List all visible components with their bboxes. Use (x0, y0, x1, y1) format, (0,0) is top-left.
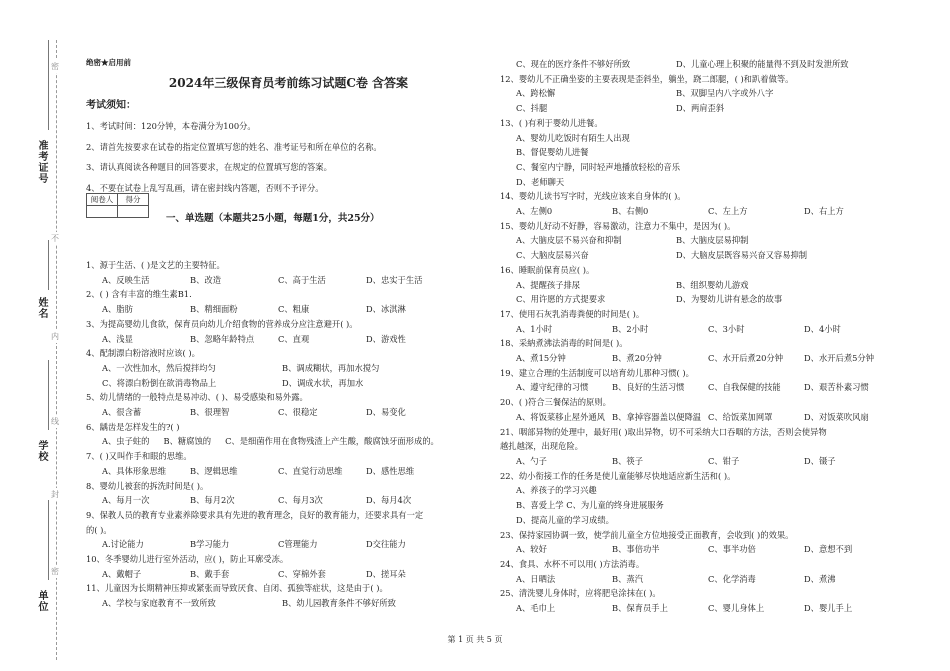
question-text: 25、清洗婴儿身体时，应将肥皂涂抹在( )。 (500, 588, 661, 599)
option-row (500, 483, 920, 498)
option: D、忠实于生活 (366, 274, 423, 285)
question-text: 18、采納煮沸法消毒的时间是( )。 (500, 338, 628, 349)
option: A、大脑皮层不易兴奋和抑制 (516, 235, 622, 246)
option-row (500, 292, 920, 307)
option: A、反映生活 (102, 274, 150, 285)
option: B、喜爱上学 C、为儿童的终身进展服务 (516, 500, 664, 511)
unit-label: 单位 (36, 590, 47, 612)
option: D、易变化 (366, 407, 406, 418)
notice-item: 4、不要在试卷上乱写乱画，请在密封线内答题，否则不予评分。 (86, 182, 324, 193)
option: C、3小时 (708, 323, 745, 334)
option: A、较好 (516, 544, 547, 555)
option-row (500, 351, 920, 366)
option: B、幼儿园教育条件不够好所致 (282, 598, 396, 609)
option-row (500, 410, 920, 425)
option: C、是细菌作用在食物残渣上产生酸，酸腐蚀牙面形成的。 (225, 436, 439, 447)
question-text: 7、( )又叫作手和眼的思维。 (86, 451, 192, 462)
option: B、大脑皮层易抑制 (676, 235, 749, 246)
option: C、穿棉外套 (278, 568, 326, 579)
option: B、逻辑思维 (190, 465, 238, 476)
option-row (500, 278, 920, 293)
option: C、餐室内宁静，同时轻声地播放轻松的音乐 (516, 161, 680, 172)
option: C、直观 (278, 333, 310, 344)
option: D、煮沸 (804, 573, 836, 584)
option-row (500, 175, 920, 190)
option: D交往能力 (366, 539, 406, 550)
seal-mark: 线 (51, 417, 59, 426)
option: C、自我保健的技能 (708, 382, 781, 393)
option: A、每月一次 (102, 495, 150, 506)
option: A、很含蓄 (102, 407, 142, 418)
question-text: 22、幼小衔接工作的任务是使儿童能够尽快地适应新生活和( )。 (500, 470, 736, 481)
option: B、筷子 (612, 455, 643, 466)
question-text: 的( )。 (86, 524, 112, 535)
question-text: 3、为提高婴幼儿食欲，保育员向幼儿介绍食物的营养成分应注意避开( )。 (86, 318, 358, 329)
seal-mark: 密 (51, 62, 59, 71)
questions-left-column (86, 258, 491, 611)
notice-item: 2、请首先按要求在试卷的指定位置填写您的姓名、准考证号和所在单位的名称。 (86, 141, 382, 152)
option: D、对饭菜吹风扇 (804, 411, 869, 422)
option-row (500, 57, 920, 72)
option: A、毛巾上 (516, 603, 556, 614)
score-table (86, 193, 149, 218)
option: A、将饭菜移止屋外通风 (516, 411, 605, 422)
option: C、现在的医疗条件不够好所致 (516, 59, 631, 69)
question-text: 11、儿童因为长期精神压抑或紧张而导致厌食、自闭、孤独等症状，这是由于( )。 (86, 583, 388, 594)
option: B、右侧0 (612, 206, 649, 217)
option: B、双脚呈内八字或外八字 (676, 88, 774, 99)
option: D、4小时 (804, 323, 841, 334)
option-row (500, 131, 920, 146)
option-row (500, 601, 920, 616)
option-row (86, 302, 491, 317)
option: A、左侧0 (516, 206, 553, 217)
option: B、改造 (190, 274, 221, 285)
option: B、糖腐蚀的 (163, 436, 212, 447)
option-row (86, 332, 491, 347)
option-row (86, 464, 491, 479)
option: C、给饭菜加网罩 (708, 411, 773, 422)
question-text: 10、冬季婴幼儿进行室外活动，应( )，防止耳廓受冻。 (86, 554, 289, 565)
option: A、日晒法 (516, 573, 556, 584)
option: B、蒸汽 (612, 573, 643, 584)
option: C、将漂白粉倒在欲消毒物品上 (102, 377, 217, 388)
option-row (500, 513, 920, 528)
option: D、镊子 (804, 455, 836, 466)
option: B、2小时 (612, 323, 649, 334)
option: C、左上方 (708, 206, 748, 217)
option: A、浅显 (102, 333, 133, 344)
option: A、勺子 (516, 455, 547, 466)
option: A、具体形象思维 (102, 465, 167, 476)
option: A、跨松懈 (516, 88, 556, 99)
question-text: 20、( )符合三餐保洁的原则。 (500, 397, 611, 408)
option: B、戴手套 (190, 568, 230, 579)
option: A、学校与家庭教育不一致所致 (102, 598, 216, 609)
option: B、良好的生活习惯 (612, 382, 685, 393)
name-field[interactable] (48, 240, 49, 290)
question-text: 5、幼儿情绪的一般特点是易冲动、( )、易受感染和易外露。 (86, 392, 308, 403)
option-row (86, 376, 491, 391)
option-row (500, 86, 920, 101)
option-row (86, 567, 491, 582)
school-label: 学校 (36, 440, 47, 462)
option-row (86, 493, 491, 508)
question-text: 2、( ) 含有丰富的维生素B1. (86, 289, 192, 300)
option: D、婴儿手上 (804, 603, 853, 614)
option: A、养孩子的学习兴趣 (516, 485, 597, 496)
option-row (86, 434, 491, 449)
option: B、保育员手上 (612, 603, 668, 614)
question-text: 17、使用石灰乳消毒粪便的时间是( )。 (500, 308, 645, 319)
option: A、虫子蛀的 (102, 436, 150, 447)
question-text: 16、睡眠前保育员应( )。 (500, 264, 595, 275)
question-text: 1、源于生活、( )是文艺的主要特征。 (86, 260, 225, 270)
option: C、用许愿的方式提要求 (516, 294, 606, 305)
option: C、直觉行动思维 (278, 465, 343, 476)
option: D、每月4次 (366, 495, 412, 506)
option: A、提醒孩子排尿 (516, 279, 581, 290)
option: C、钳子 (708, 455, 740, 466)
option: D、搓耳朵 (366, 568, 406, 579)
option: D、感性思维 (366, 465, 415, 476)
binding-margin (0, 0, 70, 671)
option: A、一次性加水，然后搅拌均匀 (102, 362, 216, 373)
option-row (500, 233, 920, 248)
option: C、化学消毒 (708, 573, 756, 584)
question-text: 9、保教人员的教育专业素养除要求具有先进的教育理念，良好的教育能力，还要求具有一定 (86, 509, 424, 520)
question-text: 12、婴幼儿不正确坐姿的主要表现是歪斜坐，躺坐，跷二郎腿，( )和趴着做等。 (500, 73, 794, 84)
option-row (500, 160, 920, 175)
option: D、游戏性 (366, 333, 406, 344)
option-row (500, 454, 920, 469)
option-row (500, 145, 920, 160)
option: A、1小时 (516, 323, 553, 334)
name-label: 姓名 (36, 297, 47, 319)
question-text: 8、婴幼儿被套的拆洗时间是( )。 (86, 480, 209, 491)
option: B、督促婴幼儿进餐 (516, 147, 589, 158)
option: B、忽略年龄特点 (190, 333, 255, 344)
option: D、意想不到 (804, 544, 853, 555)
option: B、煮20分钟 (612, 353, 662, 364)
notice-item: 3、请认真阅读各种题目的回答要求，在规定的位置填写您的答案。 (86, 162, 332, 172)
option-row (86, 537, 491, 552)
option: D、提高儿童的学习成绩。 (516, 514, 614, 525)
option: C、大脑皮层易兴奋 (516, 250, 589, 261)
option: B、每月2次 (190, 495, 235, 506)
option: D、水开后煮5分钟 (804, 353, 875, 364)
question-text: 21、咽部异物的处理中，最好用( )取出异物，切不可采纳大口吞咽的方法，否则会使异物 (500, 426, 827, 437)
option: A、戴帽子 (102, 568, 142, 579)
notice-item: 1、考试时间：120分钟，本卷满分为100分。 (86, 121, 256, 131)
question-text: 24、食具、水杯不可以用( )方法消毒。 (500, 558, 645, 569)
option: C、事半功倍 (708, 544, 756, 555)
question-text: 4、配制漂白粉溶液时应该( )。 (86, 348, 200, 359)
option: B学习能力 (190, 539, 230, 550)
option: C、水开后煮20分钟 (708, 353, 783, 364)
secret-mark: 绝密★启用前 (86, 58, 131, 67)
seal-mark: 不 (51, 234, 59, 243)
option-row (500, 322, 920, 337)
option: B、调成糊状，再加水搅匀 (282, 362, 380, 373)
option: C、很稳定 (278, 407, 318, 418)
question-text: 23、保持家园协调一致，使学前儿童全方位地接受正面教育，会收到( )的效果。 (500, 529, 794, 540)
notice-list (86, 116, 491, 198)
option: B、组织婴幼儿游戏 (676, 279, 749, 290)
option: C、婴儿身体上 (708, 603, 765, 614)
option-row (500, 101, 920, 116)
option-row (86, 361, 491, 376)
option: C、粗康 (278, 304, 310, 315)
question-text: 15、婴幼儿好动不好静，容易激动，注意力不集中，是因为( )。 (500, 220, 736, 231)
option: A.讨论能力 (102, 539, 144, 550)
question-text: 越扎越深，出现危险。 (500, 441, 583, 452)
option: D、儿童心理上积聚的能量得不到及时发泄所致 (676, 59, 849, 69)
option: B、精细面粉 (190, 304, 238, 315)
exam-number-label: 准考证号 (36, 140, 47, 184)
option: C、高于生活 (278, 274, 326, 285)
option: D、两肩歪斜 (676, 103, 725, 114)
unit-field[interactable] (48, 500, 49, 580)
question-text: 6、龋齿是怎样发生的?( ) (86, 421, 180, 432)
grader-header: 阅卷人 (87, 194, 118, 206)
score-cell[interactable] (118, 206, 149, 218)
seal-mark: 封 (51, 490, 59, 499)
option: A、婴幼儿吃饭时有陌生人出现 (516, 132, 630, 143)
question-text: 19、建立合理的生活制度可以培育幼儿那种习惯( )。 (500, 367, 694, 378)
option: D、老师聊天 (516, 176, 565, 187)
option-row (86, 273, 491, 288)
option: A、脂肪 (102, 304, 133, 315)
option: D、调成水状，再加水 (282, 377, 364, 388)
option-row (500, 542, 920, 557)
option: A、煮15分钟 (516, 353, 566, 364)
option: B、很理智 (190, 407, 230, 418)
exam-number-field[interactable] (48, 40, 49, 130)
option-row (86, 596, 491, 611)
option: C、每月3次 (278, 495, 323, 506)
option-row (500, 572, 920, 587)
grader-cell[interactable] (87, 206, 118, 218)
questions-right-column (500, 57, 920, 616)
option: B、拿掉容器盖以便降温 (612, 411, 702, 422)
page-number: 第 1 页 共 5 页 (447, 635, 503, 644)
section-heading: 一、单选题（本题共25小题，每题1分，共25分） (166, 213, 380, 224)
option-row (500, 204, 920, 219)
seal-mark: 密 (51, 567, 59, 576)
question-text: 14、婴幼儿读书写字时，光线应该来自身体的( )。 (500, 191, 686, 202)
option-row (500, 248, 920, 263)
question-text: 13、( )有利于婴幼儿进餐。 (500, 117, 603, 128)
option: A、遵守纪律的习惯 (516, 382, 589, 393)
option: D、冰淇淋 (366, 304, 406, 315)
notice-heading: 考试须知： (86, 100, 136, 111)
score-header: 得分 (118, 194, 149, 206)
option-row (500, 380, 920, 395)
option-row (86, 405, 491, 420)
option: D、为婴幼儿讲有悬念的故事 (676, 294, 783, 305)
school-field[interactable] (48, 360, 49, 430)
option: C管理能力 (278, 539, 318, 550)
option: D、艰苦朴素习惯 (804, 382, 869, 393)
option: D、大脑皮层既容易兴奋又容易抑制 (676, 250, 808, 261)
option: D、右上方 (804, 206, 844, 217)
page-title: 2024年三级保育员考前练习试题C卷 含答案 (168, 76, 409, 90)
option: B、事倍功半 (612, 544, 660, 555)
seal-mark: 内 (51, 332, 59, 341)
option: C、抖腿 (516, 103, 548, 114)
option-row (500, 498, 920, 513)
